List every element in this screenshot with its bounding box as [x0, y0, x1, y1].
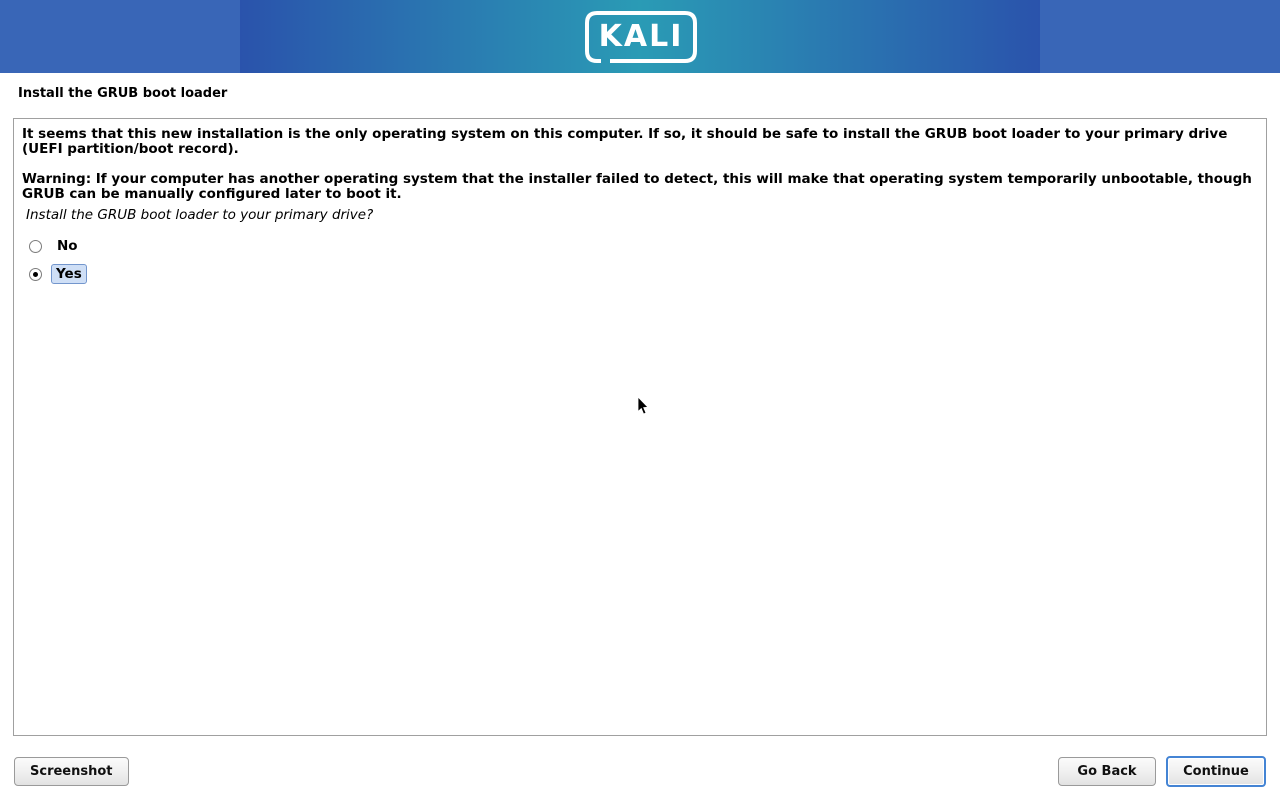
radio-no-label[interactable]: No [57, 238, 78, 254]
info-paragraph: It seems that this new installation is the only operating system on this computer. If so, it should be safe to install the GRUB boot loader to your primary drive (UEFI partition/boot record). [22, 126, 1228, 157]
dialog-box [13, 118, 1267, 736]
question-text: Install the GRUB boot loader to your primary drive? [26, 207, 374, 223]
screenshot-button[interactable]: Screenshot [14, 757, 129, 786]
banner [0, 0, 1280, 73]
continue-button[interactable]: Continue [1166, 756, 1266, 787]
radio-group [22, 235, 1258, 285]
radio-option-yes[interactable] [22, 263, 1258, 285]
warning-paragraph: Warning: If your computer has another operating system that the installer failed to detect, this will make that operating system temporarily unbootable, though GRUB can be manually configured later to boot it. [22, 171, 1252, 202]
radio-option-no[interactable] [22, 235, 1258, 257]
go-back-button[interactable]: Go Back [1058, 757, 1156, 786]
banner-gradient [240, 0, 1040, 73]
radio-yes-label[interactable]: Yes [51, 264, 87, 284]
radio-selected-icon[interactable] [29, 268, 42, 281]
kali-logo-text: KALI [598, 19, 684, 54]
kali-logo [585, 11, 697, 63]
page-title: Install the GRUB boot loader [18, 86, 228, 101]
radio-unselected-icon[interactable] [29, 240, 42, 253]
